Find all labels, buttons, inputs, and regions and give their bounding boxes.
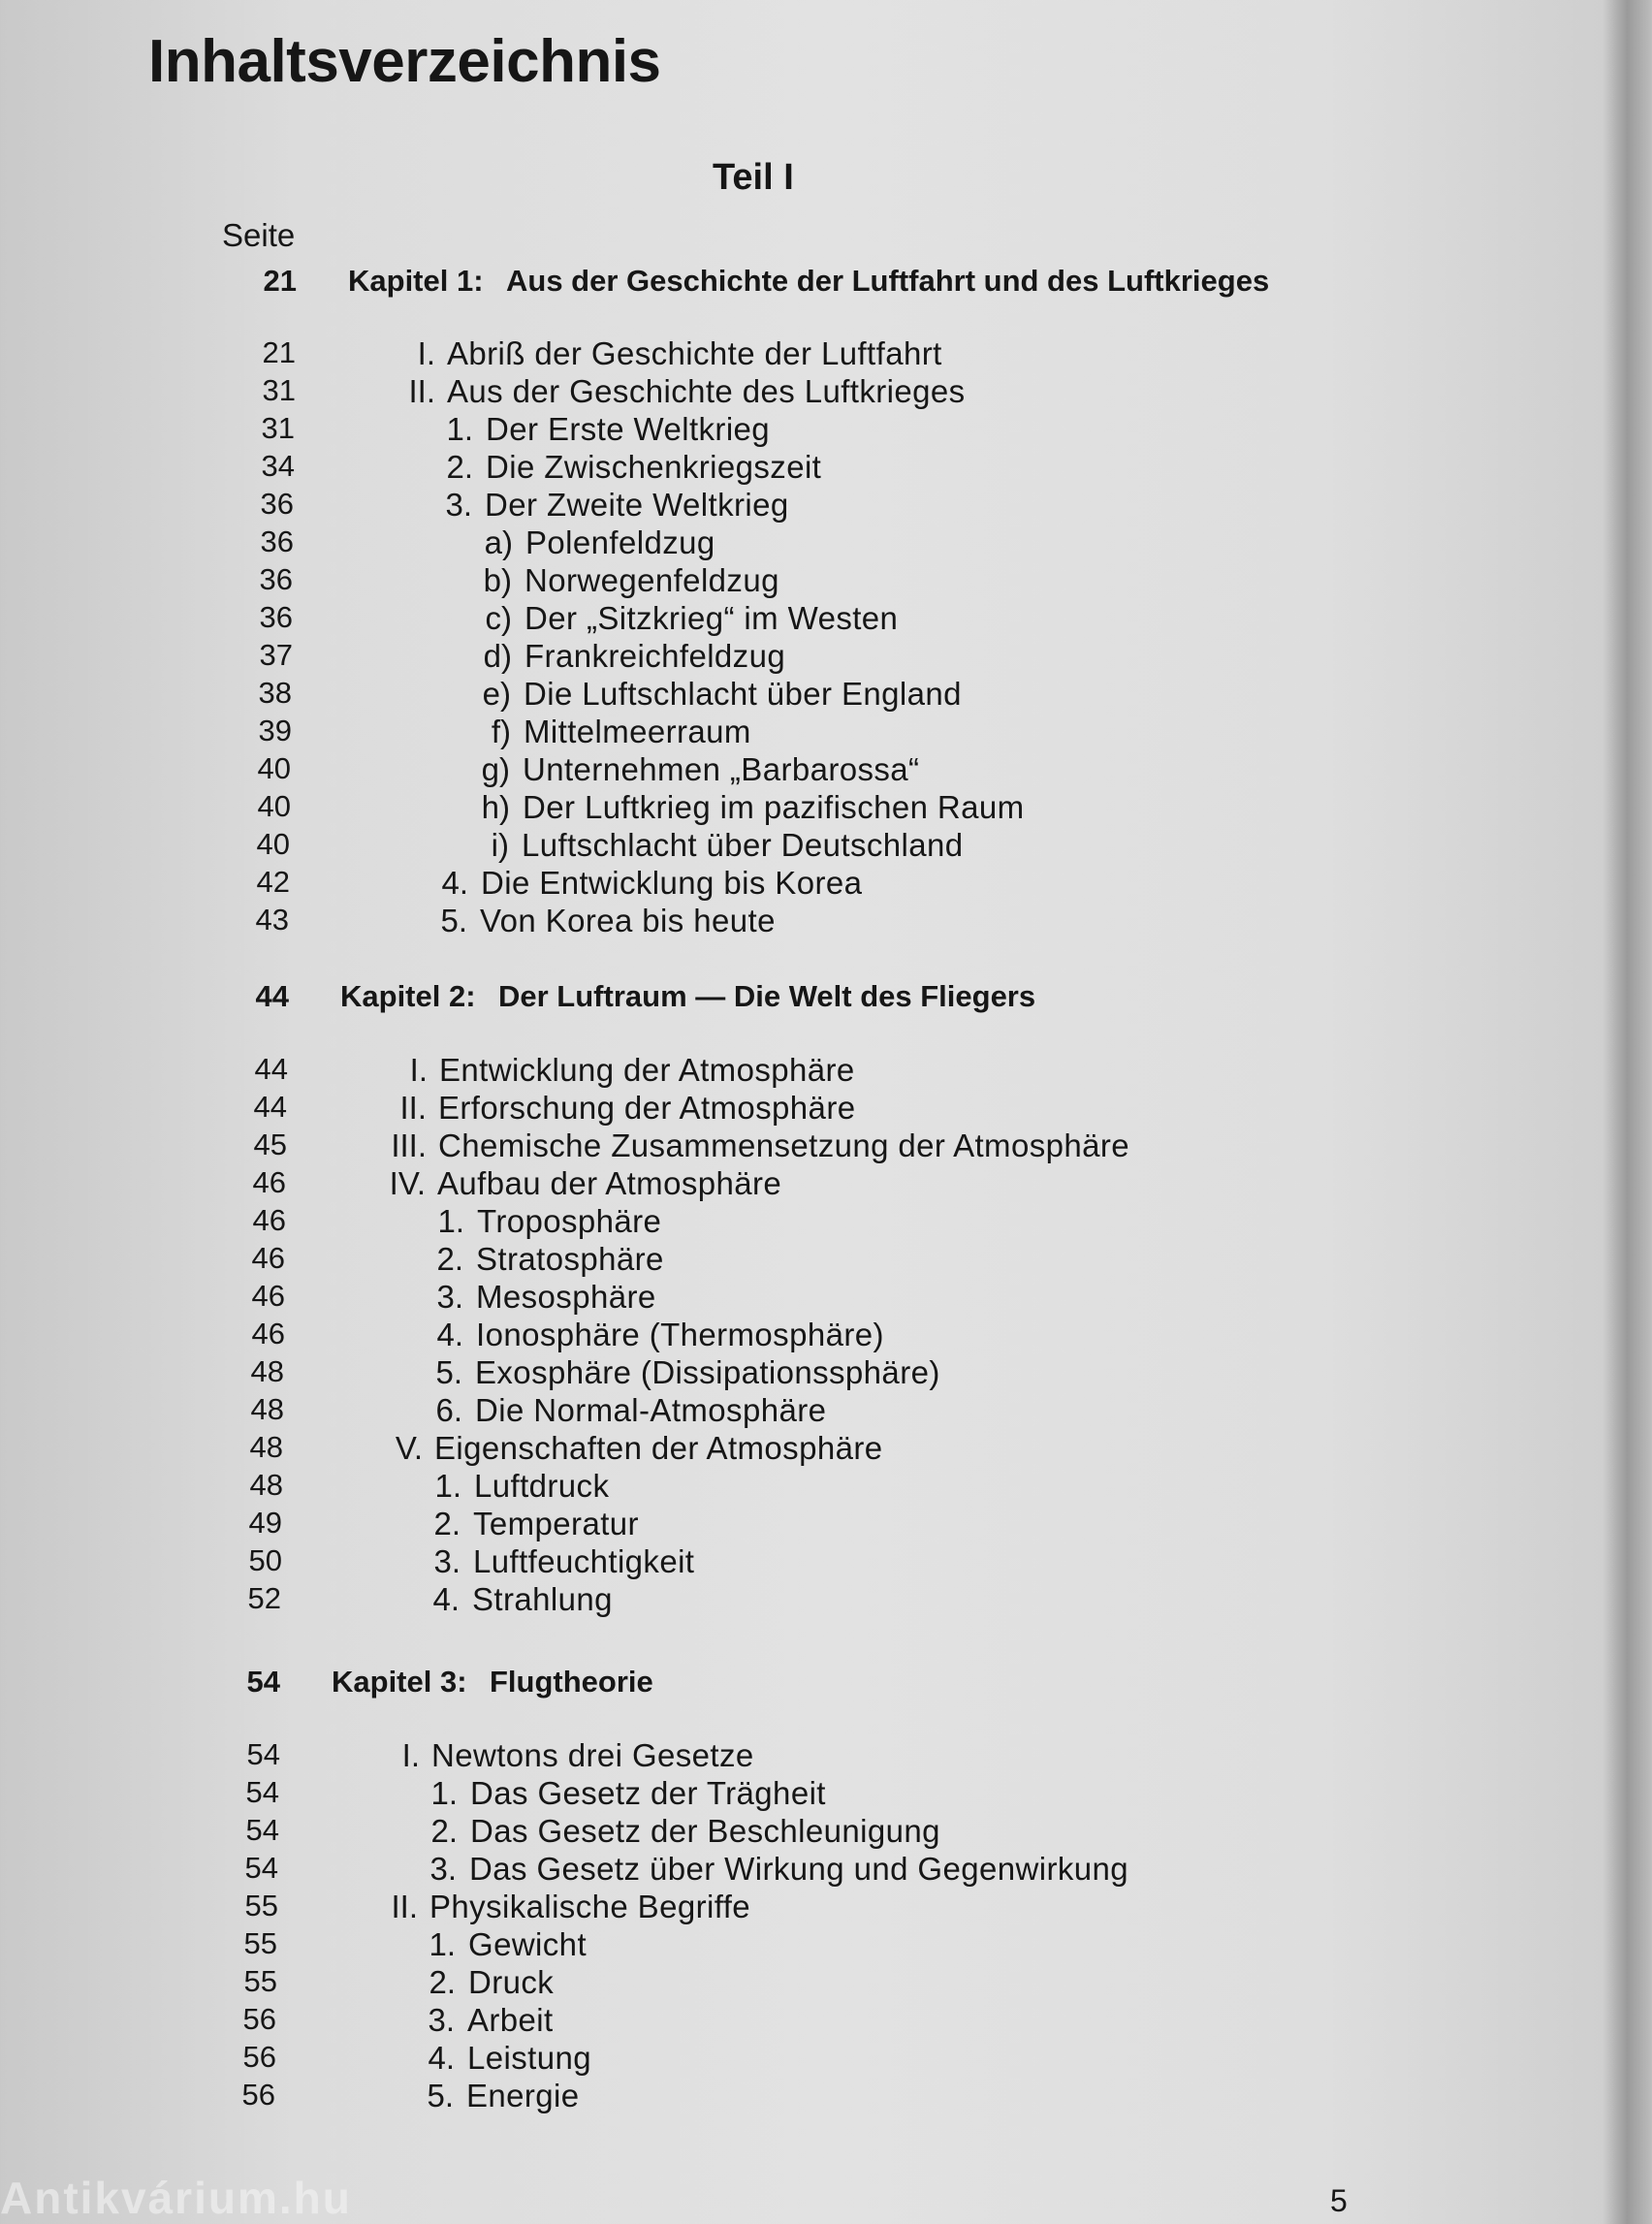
- entry-page: 43: [255, 903, 289, 937]
- part-heading: Teil I: [713, 157, 794, 198]
- entry-number: 3.: [445, 487, 472, 523]
- entry-page: 42: [256, 865, 290, 899]
- entry-number: 2.: [446, 449, 473, 485]
- entry-page: 55: [244, 1889, 278, 1922]
- entry-page: 55: [243, 1964, 277, 1998]
- entry-title: Chemische Zusammensetzung der Atmosphäre: [438, 1128, 1129, 1163]
- entry-number: 6.: [435, 1392, 462, 1428]
- toc-entry: [0, 1506, 1652, 1544]
- toc-entry: [0, 751, 1652, 790]
- entry-page: 48: [250, 1354, 284, 1388]
- entry-title: Aus der Geschichte des Luftkrieges: [447, 373, 966, 409]
- toc-entry: [0, 449, 1652, 488]
- entry-page: 48: [249, 1430, 283, 1464]
- toc-entry: [0, 1392, 1652, 1431]
- entry-page: 31: [262, 373, 296, 407]
- entry-number: 3.: [429, 1851, 457, 1887]
- entry-title: Die Luftschlacht über England: [524, 676, 962, 712]
- entry-title: Polenfeldzug: [525, 524, 715, 560]
- entry-number: 4.: [432, 1581, 460, 1617]
- toc-entry: [0, 411, 1652, 450]
- entry-number: 2.: [429, 1964, 456, 2000]
- entry-title: Frankreichfeldzug: [524, 638, 786, 674]
- entry-number: 3.: [436, 1279, 463, 1315]
- entry-title: Stratosphäre: [476, 1241, 664, 1277]
- entry-page: 45: [253, 1128, 287, 1161]
- toc-entry: [0, 827, 1652, 866]
- toc-entry: [0, 1430, 1652, 1469]
- entry-page: 54: [244, 1851, 278, 1885]
- entry-page: 54: [246, 1665, 280, 1699]
- entry-page: 52: [247, 1581, 281, 1615]
- entry-number: 2.: [433, 1506, 461, 1541]
- entry-page: 36: [259, 562, 293, 596]
- entry-title: Entwicklung der Atmosphäre: [439, 1052, 855, 1088]
- entry-title: Der Luftkrieg im pazifischen Raum: [523, 789, 1025, 825]
- entry-page: 46: [252, 1165, 286, 1199]
- entry-page: 56: [242, 2040, 276, 2074]
- watermark: Antikvárium.hu: [0, 2173, 352, 2223]
- entry-number: II.: [391, 1889, 418, 1924]
- toc-entry: [0, 1813, 1652, 1852]
- entry-title: Aus der Geschichte der Luftfahrt und des Luftkrieges: [506, 264, 1270, 298]
- entry-title: Druck: [468, 1964, 555, 2000]
- entry-title: Temperatur: [473, 1506, 639, 1541]
- entry-page: 50: [248, 1543, 282, 1577]
- entry-number: Kapitel 1:: [348, 264, 484, 298]
- entry-page: 36: [259, 600, 293, 634]
- entry-number: 1.: [434, 1468, 461, 1504]
- toc-entry: [0, 600, 1652, 639]
- toc-entry: [0, 638, 1652, 677]
- toc-entry: [0, 1468, 1652, 1507]
- toc-entry: [0, 903, 1652, 941]
- entry-number: f): [491, 714, 511, 749]
- toc-entry: [0, 1889, 1652, 1927]
- entry-title: Troposphäre: [477, 1203, 662, 1239]
- entry-number: a): [484, 524, 513, 560]
- entry-title: Energie: [466, 2078, 580, 2113]
- entry-number: 1.: [446, 411, 473, 447]
- entry-page: 46: [251, 1279, 285, 1313]
- toc-entry: [0, 1926, 1652, 1965]
- entry-number: b): [483, 562, 512, 598]
- entry-title: Der Luftraum — Die Welt des Fliegers: [498, 979, 1036, 1013]
- toc-entry: [0, 1581, 1652, 1620]
- entry-page: 34: [261, 449, 295, 483]
- entry-page: 56: [242, 2002, 276, 2036]
- entry-title: Luftdruck: [474, 1468, 610, 1504]
- toc-entry: [0, 1165, 1652, 1204]
- entry-number: e): [482, 676, 511, 712]
- entry-number: 4.: [441, 865, 468, 901]
- entry-title: Der „Sitzkrieg“ im Westen: [524, 600, 899, 636]
- entry-title: Eigenschaften der Atmosphäre: [434, 1430, 883, 1466]
- toc-entry: [0, 1317, 1652, 1355]
- entry-page: 39: [258, 714, 292, 747]
- entry-number: 1.: [430, 1775, 458, 1811]
- toc-entry: [0, 1354, 1652, 1393]
- entry-number: 5.: [440, 903, 467, 938]
- entry-page: 46: [251, 1241, 285, 1275]
- entry-number: 3.: [428, 2002, 455, 2038]
- entry-title: Unternehmen „Barbarossa“: [523, 751, 920, 787]
- toc-entry: [0, 1964, 1652, 2003]
- entry-number: Kapitel 3:: [332, 1665, 467, 1699]
- entry-number: 2.: [436, 1241, 463, 1277]
- entry-page: 37: [259, 638, 293, 672]
- entry-number: i): [491, 827, 509, 863]
- entry-number: II.: [408, 373, 435, 409]
- toc-entry: [0, 865, 1652, 904]
- entry-page: 36: [260, 524, 294, 558]
- toc-entry: [0, 1543, 1652, 1582]
- toc-entry: [0, 1203, 1652, 1242]
- entry-title: Luftfeuchtigkeit: [473, 1543, 695, 1579]
- entry-title: Das Gesetz der Trägheit: [470, 1775, 826, 1811]
- toc-entry: [0, 1241, 1652, 1280]
- entry-number: h): [481, 789, 510, 825]
- entry-title: Luftschlacht über Deutschland: [522, 827, 964, 863]
- entry-number: II.: [399, 1090, 427, 1126]
- entry-title: Die Entwicklung bis Korea: [481, 865, 863, 901]
- entry-number: 3.: [433, 1543, 461, 1579]
- entry-number: IV.: [389, 1165, 426, 1201]
- entry-page: 40: [256, 827, 290, 861]
- entry-title: Erforschung der Atmosphäre: [438, 1090, 856, 1126]
- entry-title: Mesosphäre: [476, 1279, 656, 1315]
- toc-entry: [0, 1737, 1652, 1776]
- toc-entry: [0, 676, 1652, 715]
- toc-entry: [0, 789, 1652, 828]
- entry-title: Leistung: [467, 2040, 591, 2076]
- entry-page: 46: [251, 1317, 285, 1350]
- entry-page: 40: [257, 751, 291, 785]
- entry-title: Von Korea bis heute: [480, 903, 776, 938]
- entry-title: Der Erste Weltkrieg: [486, 411, 771, 447]
- toc-entry: [0, 1775, 1652, 1814]
- entry-page: 21: [262, 335, 296, 369]
- toc-entry: [0, 524, 1652, 563]
- entry-page: 44: [253, 1090, 287, 1124]
- entry-number: 5.: [435, 1354, 462, 1390]
- entry-number: III.: [391, 1128, 427, 1163]
- entry-page: 38: [258, 676, 292, 710]
- entry-number: 5.: [427, 2078, 454, 2113]
- entry-title: Die Zwischenkriegszeit: [486, 449, 822, 485]
- entry-title: Strahlung: [472, 1581, 613, 1617]
- entry-title: Norwegenfeldzug: [524, 562, 779, 598]
- toc-entry: [0, 2002, 1652, 2041]
- toc-entry: [0, 2078, 1652, 2116]
- entry-title: Das Gesetz der Beschleunigung: [470, 1813, 940, 1849]
- entry-number: I.: [401, 1737, 420, 1773]
- entry-page: 55: [243, 1926, 277, 1960]
- page-column-label: Seite: [222, 217, 296, 253]
- toc-entry: [0, 373, 1652, 412]
- entry-title: Flugtheorie: [490, 1665, 653, 1699]
- entry-title: Gewicht: [468, 1926, 588, 1962]
- entry-title: Die Normal-Atmosphäre: [475, 1392, 827, 1428]
- entry-title: Abriß der Geschichte der Luftfahrt: [447, 335, 942, 371]
- entry-page: 49: [248, 1506, 282, 1540]
- entry-number: 4.: [436, 1317, 463, 1352]
- entry-number: 1.: [437, 1203, 464, 1239]
- entry-number: I.: [417, 335, 435, 371]
- entry-title: Der Zweite Weltkrieg: [485, 487, 789, 523]
- toc-entry: [0, 2040, 1652, 2079]
- page-number: 5: [1330, 2183, 1348, 2218]
- entry-page: 44: [255, 979, 289, 1013]
- entry-page: 31: [261, 411, 295, 445]
- entry-number: c): [485, 600, 512, 636]
- chapter-entry: [0, 979, 1652, 1018]
- entry-number: 2.: [430, 1813, 458, 1849]
- entry-page: 44: [254, 1052, 288, 1086]
- entry-title: Exosphäre (Dissipationssphäre): [475, 1354, 940, 1390]
- entry-title: Ionosphäre (Thermosphäre): [476, 1317, 884, 1352]
- entry-title: Mittelmeerraum: [524, 714, 751, 749]
- entry-title: Physikalische Begriffe: [429, 1889, 751, 1924]
- entry-page: 46: [252, 1203, 286, 1237]
- entry-title: Newtons drei Gesetze: [431, 1737, 754, 1773]
- entry-page: 48: [249, 1468, 283, 1502]
- entry-page: 56: [241, 2078, 275, 2112]
- entry-number: 4.: [428, 2040, 455, 2076]
- entry-number: V.: [395, 1430, 423, 1466]
- entry-page: 36: [260, 487, 294, 521]
- entry-number: d): [483, 638, 512, 674]
- entry-title: Das Gesetz über Wirkung und Gegenwirkung: [469, 1851, 1128, 1887]
- entry-number: Kapitel 2:: [340, 979, 476, 1013]
- toc-entry: [0, 335, 1652, 374]
- entry-page: 48: [250, 1392, 284, 1426]
- page-title: Inhaltsverzeichnis: [148, 28, 661, 95]
- entry-page: 40: [257, 789, 291, 823]
- chapter-entry: [0, 264, 1652, 302]
- toc-entry: [0, 1090, 1652, 1128]
- entry-number: I.: [409, 1052, 428, 1088]
- entry-number: g): [481, 751, 510, 787]
- entry-page: 54: [245, 1775, 279, 1809]
- toc-entry: [0, 1052, 1652, 1091]
- chapter-entry: [0, 1665, 1652, 1703]
- entry-page: 54: [245, 1813, 279, 1847]
- toc-entry: [0, 1851, 1652, 1890]
- entry-title: Aufbau der Atmosphäre: [437, 1165, 782, 1201]
- toc-entry: [0, 1279, 1652, 1318]
- entry-title: Arbeit: [467, 2002, 554, 2038]
- toc-entry: [0, 714, 1652, 752]
- toc-entry: [0, 562, 1652, 601]
- toc-entry: [0, 487, 1652, 525]
- entry-page: 54: [246, 1737, 280, 1771]
- toc-entry: [0, 1128, 1652, 1166]
- entry-page: 21: [263, 264, 297, 298]
- entry-number: 1.: [429, 1926, 456, 1962]
